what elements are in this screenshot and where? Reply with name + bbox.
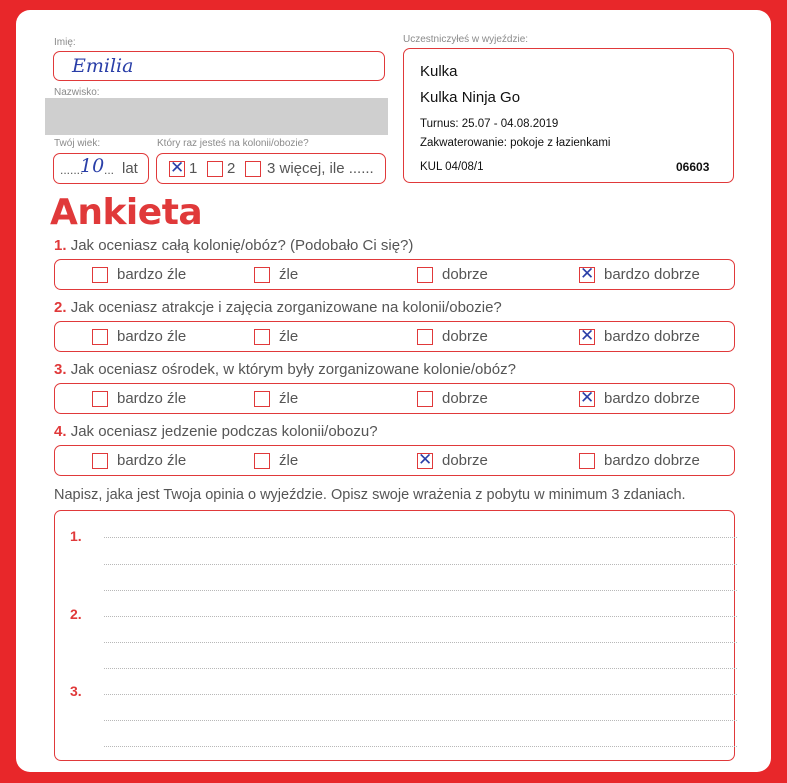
option-good-label: dobrze (442, 266, 488, 283)
colony-option-2: 2 (227, 160, 236, 177)
option-very-good-checkbox[interactable] (579, 453, 595, 469)
option-very-good-checkbox[interactable] (579, 326, 595, 346)
question-2-options (54, 321, 735, 352)
trip-turnus: Turnus: 25.07 - 04.08.2019 (420, 118, 559, 130)
question-label: Jak oceniasz ośrodek, w którym były zorganizowane kolonie/obóz? (70, 361, 516, 378)
writing-line (104, 720, 737, 721)
name-label: Imię: (54, 37, 76, 48)
option-very-bad-label: bardzo źle (117, 452, 187, 469)
writing-line (104, 642, 737, 643)
option-good-checkbox[interactable] (417, 329, 433, 345)
option-bad-label: źle (279, 452, 299, 469)
option-bad-checkbox[interactable] (254, 267, 270, 283)
option-bad-label: źle (279, 266, 299, 283)
question-number: 3. (54, 361, 67, 378)
option-good-checkbox[interactable] (417, 267, 433, 283)
opinion-number-3: 3. (70, 683, 82, 699)
writing-line (104, 694, 737, 695)
colony-checkbox-3[interactable] (245, 161, 261, 177)
question-1-text (54, 237, 413, 254)
age-dots: ....... (60, 163, 84, 177)
trip-line-2: Kulka Ninja Go (420, 89, 521, 106)
question-3-text (54, 361, 516, 378)
opinion-prompt: Napisz, jaka jest Twoja opinia o wyjeździe. Opisz swoje wrażenia z pobytu w minimum 3 zdaniach. (54, 487, 686, 503)
option-very-bad-checkbox[interactable] (92, 329, 108, 345)
colony-option-1: 1 (189, 160, 198, 177)
option-bad-checkbox[interactable] (254, 329, 270, 345)
question-3-options (54, 383, 735, 414)
survey-title: Ankieta (50, 192, 203, 233)
colony-field (156, 153, 386, 184)
question-number: 2. (54, 299, 67, 316)
option-good-label: dobrze (442, 390, 488, 407)
surname-label: Nazwisko: (54, 87, 100, 98)
name-value: Emilia (72, 55, 134, 77)
trip-number: 06603 (676, 160, 710, 174)
option-very-good-label: bardzo dobrze (604, 390, 700, 407)
writing-line (104, 537, 737, 538)
question-label: Jak oceniasz całą kolonię/obóz? (Podobało Ci się?) (70, 237, 414, 254)
option-very-bad-checkbox[interactable] (92, 453, 108, 469)
option-good-checkbox[interactable] (417, 450, 433, 470)
question-4-options (54, 445, 735, 476)
trip-info-box (403, 48, 734, 183)
survey-sheet (16, 10, 771, 772)
colony-option-3: 3 więcej, ile ...... (267, 160, 374, 177)
colony-checkbox-2[interactable] (207, 161, 223, 177)
option-good-label: dobrze (442, 328, 488, 345)
check-mark-icon: ✕ (170, 158, 185, 178)
option-good-label: dobrze (442, 452, 488, 469)
option-very-good-label: bardzo dobrze (604, 328, 700, 345)
question-4-text (54, 423, 378, 440)
option-bad-checkbox[interactable] (254, 391, 270, 407)
opinion-number-1: 1. (70, 528, 82, 544)
age-unit: lat (122, 160, 138, 177)
option-good-checkbox[interactable] (417, 391, 433, 407)
question-number: 4. (54, 423, 67, 440)
surname-redaction (45, 98, 388, 135)
opinion-box[interactable] (54, 510, 735, 761)
age-field[interactable] (53, 153, 149, 184)
option-very-good-checkbox[interactable] (579, 264, 595, 284)
age-label: Twój wiek: (54, 138, 101, 149)
option-very-good-label: bardzo dobrze (604, 452, 700, 469)
trip-accommodation: Zakwaterowanie: pokoje z łazienkami (420, 137, 611, 149)
trip-code: KUL 04/08/1 (420, 161, 484, 173)
colony-checkbox-1[interactable] (169, 158, 185, 178)
option-very-bad-label: bardzo źle (117, 390, 187, 407)
writing-line (104, 668, 737, 669)
writing-line (104, 746, 737, 747)
option-very-good-checkbox[interactable] (579, 388, 595, 408)
opinion-number-2: 2. (70, 606, 82, 622)
writing-line (104, 564, 737, 565)
question-label: Jak oceniasz jedzenie podczas kolonii/obozu? (70, 423, 378, 440)
option-bad-label: źle (279, 328, 299, 345)
participant-label: Uczestniczyłeś w wyjeździe: (403, 34, 529, 45)
check-mark-icon: ✕ (418, 450, 433, 470)
check-mark-icon: ✕ (580, 264, 595, 284)
option-very-bad-checkbox[interactable] (92, 267, 108, 283)
option-very-bad-checkbox[interactable] (92, 391, 108, 407)
writing-line (104, 590, 737, 591)
option-bad-checkbox[interactable] (254, 453, 270, 469)
writing-line (104, 616, 737, 617)
name-field[interactable] (53, 51, 385, 81)
question-label: Jak oceniasz atrakcje i zajęcia zorganizowane na kolonii/obozie? (70, 299, 502, 316)
age-dots-after: ... (104, 163, 115, 177)
check-mark-icon: ✕ (580, 326, 595, 346)
option-bad-label: źle (279, 390, 299, 407)
check-mark-icon: ✕ (580, 388, 595, 408)
trip-line-1: Kulka (420, 63, 458, 80)
option-very-bad-label: bardzo źle (117, 328, 187, 345)
option-very-bad-label: bardzo źle (117, 266, 187, 283)
option-very-good-label: bardzo dobrze (604, 266, 700, 283)
colony-label: Który raz jesteś na kolonii/obozie? (157, 138, 309, 149)
question-number: 1. (54, 237, 67, 254)
age-value: 10 (80, 155, 105, 177)
question-1-options (54, 259, 735, 290)
question-2-text (54, 299, 502, 316)
